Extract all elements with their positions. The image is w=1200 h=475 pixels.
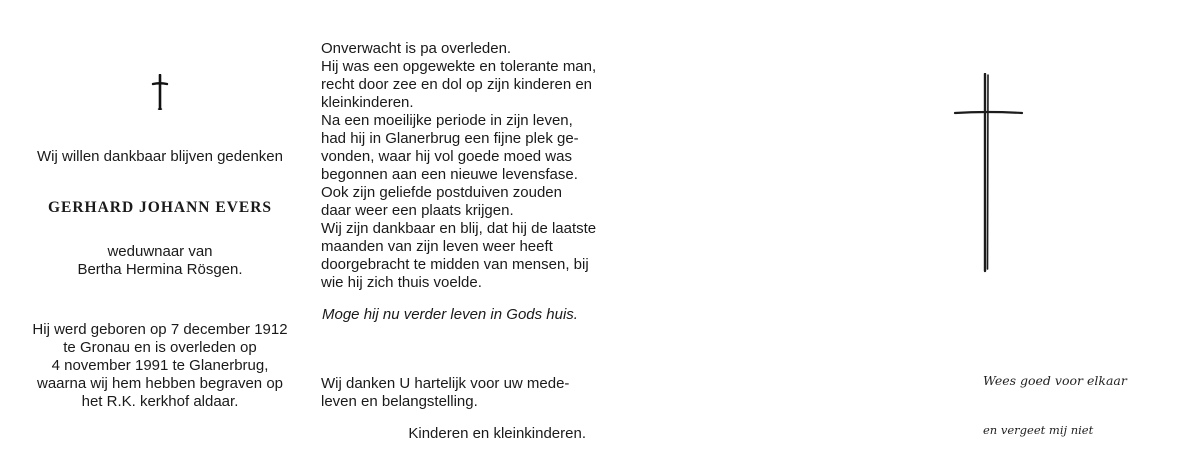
text-line: begonnen aan een nieuwe levensfase. xyxy=(321,166,578,183)
text-line: wie hij zich thuis voelde. xyxy=(321,274,482,291)
text-line: Onverwacht is pa overleden. xyxy=(321,40,512,57)
text-line: had hij in Glanerbrug een fijne plek ge- xyxy=(321,130,579,147)
bio-line: waarna wij hem hebben begraven op xyxy=(37,375,283,392)
signature-text: Kinderen en kleinkinderen. xyxy=(408,425,586,442)
quote-line-1: Wees goed voor elkaar xyxy=(983,373,1127,388)
widower-line xyxy=(30,243,290,279)
text-line: maanden van zijn leven weer heeft xyxy=(321,238,553,255)
cross-icon xyxy=(150,74,170,110)
bio-line: 4 november 1991 te Glanerbrug, xyxy=(51,357,269,374)
thanks-line: Wij danken U hartelijk voor uw mede- xyxy=(321,375,570,392)
text-line: Wij zijn dankbaar en blij, dat hij de laatste xyxy=(321,220,597,237)
bio-line: Hij werd geboren op 7 december 1912 xyxy=(32,321,288,338)
blessing-text: Moge hij nu verder leven in Gods huis. xyxy=(322,306,578,323)
text-line: Na een moeilijke periode in zijn leven, xyxy=(321,112,573,129)
text-line: doorgebracht te midden van mensen, bij xyxy=(321,256,589,273)
thanks-line: leven en belangstelling. xyxy=(321,393,478,410)
quote-line-2: en vergeet mij niet xyxy=(983,423,1094,437)
text-line: Ook zijn geliefde postduiven zouden xyxy=(321,184,562,201)
thanks-text xyxy=(321,375,601,411)
biography xyxy=(20,321,300,411)
deceased-name: GERHARD JOHANN EVERS xyxy=(47,199,273,216)
widower-label: weduwnaar van xyxy=(107,243,213,260)
text-line: recht door zee en dol op zijn kinderen en xyxy=(321,76,593,93)
bio-line: het R.K. kerkhof aldaar. xyxy=(81,393,239,410)
large-cross-icon xyxy=(952,73,1024,273)
text-line: kleinkinderen. xyxy=(321,94,414,111)
text-line: Hij was een opgewekte en tolerante man, xyxy=(321,58,597,75)
intro-text: Wij willen dankbaar blijven gedenken xyxy=(37,148,283,165)
text-line: vonden, waar hij vol goede moed was xyxy=(321,148,572,165)
memorial-text xyxy=(321,40,601,292)
bio-line: te Gronau en is overleden op xyxy=(63,339,257,356)
text-line: daar weer een plaats krijgen. xyxy=(321,202,514,219)
spouse-name: Bertha Hermina Rösgen. xyxy=(77,261,243,278)
